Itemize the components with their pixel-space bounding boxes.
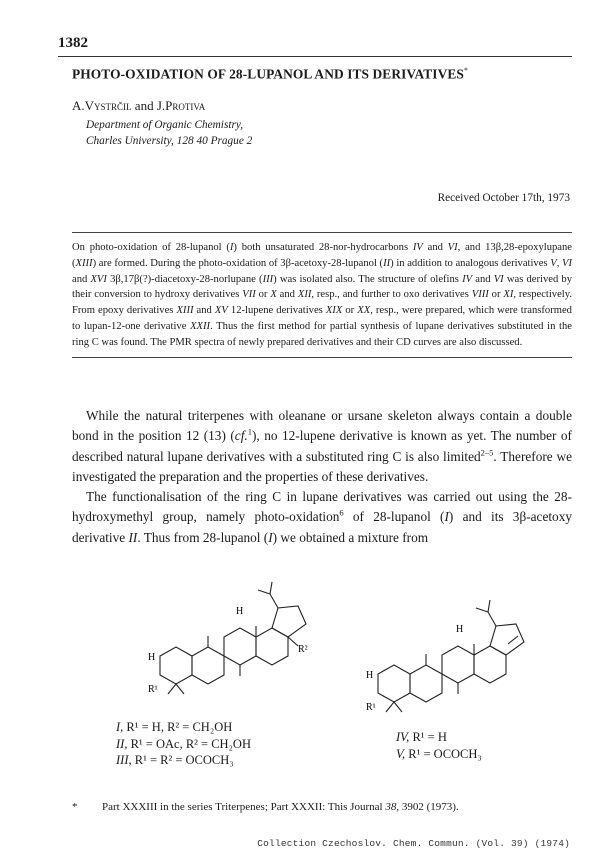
right-r1-label: R¹ — [366, 702, 376, 713]
title-footnote-mark: * — [463, 66, 469, 75]
left-h-side: H — [148, 652, 156, 663]
abstract: On photo-oxidation of 28-lupanol (I) both unsaturated 28-nor-hydrocarbons IV and VI, and 13β,28-epoxylupane (XIII) are formed. During the photo-oxidation of 3β-acetoxy-28-lupanol (II) in addition to analogous derivatives V, VI and XVI 3β,17β(?)-diacetoxy-28-norlupane (III) was isolated also. The structure of olefins IV and VI was derived by their conversion to hydroxy derivatives VII or X and XII, resp., and further to oxo derivatives VIII or XI, respectively. From epoxy derivatives XIII and XV 12-lupene derivatives XIX or XX, resp., were prepared, which were transformed to lupan-12-one derivative XXII. Thus the first method for partial synthesis of lupane derivatives substituted in the ring C was found. The PMR spectra of newly prepared derivatives and their CD curves are also discussed. — [72, 232, 572, 358]
left-h-top: H — [236, 606, 244, 617]
article-title: PHOTO-OXIDATION OF 28-LUPANOL AND ITS DERIVATIVES* — [72, 66, 469, 82]
page-number: 1382 — [58, 35, 88, 51]
right-h-top: H — [456, 624, 464, 635]
authors: A.Vystrčil and J.Protiva — [72, 98, 206, 113]
structure-labels-right — [396, 729, 482, 762]
label-compound-IV: IV, R¹ = H — [396, 730, 447, 744]
lupanol-structure — [160, 582, 306, 694]
left-r1-label: R¹ — [148, 684, 158, 695]
label-compound-II: II, R¹ = OAc, R² = CH₂OH — [116, 736, 251, 751]
label-compound-I: I, R¹ = H, R² = CH₂OH — [116, 720, 233, 734]
paragraph-1: While the natural triterpenes with oleanane or ursane skeleton always contain a double bond in the position 12 (13) (cf.$^1$), no 12-lupene derivative is known as yet. The number of described natural lupane derivatives with a substituted ring C is also limited$^{2-5}$. Therefore we investigated the preparation and the properties of these derivatives. — [72, 408, 572, 484]
label-compound-III: III, R¹ = R² = OCOCH₃ — [116, 753, 234, 767]
journal-footer: Collection Czechoslov. Chem. Commun. (Vol. 39) (1974) — [257, 838, 570, 849]
structure-labels-left — [116, 719, 251, 769]
body-text — [72, 406, 572, 548]
affiliation: Department of Organic Chemistry, Charles University, 128 40 Prague 2 — [86, 119, 253, 147]
footnote: * Part XXXIII in the series Triterpenes; Part XXXII: This Journal 38, 3902 (1973). — [72, 801, 459, 813]
header-rule — [58, 56, 572, 57]
norlupene-structure — [378, 600, 524, 712]
paragraph-2: The functionalisation of the ring C in lupane derivatives was carried out using the 28-hydroxymethyl group, namely photo-oxidation$^6$ of 28-lupanol (I) and its 3β-acetoxy derivative II. Thus from 28-lupanol (I) we obtained a mixture from — [72, 489, 572, 545]
right-h-side: H — [366, 670, 374, 681]
label-compound-V: V, R¹ = OCOCH₃ — [396, 746, 482, 761]
received-date: Received October 17th, 1973 — [437, 192, 570, 204]
left-r2-label: R² — [298, 644, 308, 655]
